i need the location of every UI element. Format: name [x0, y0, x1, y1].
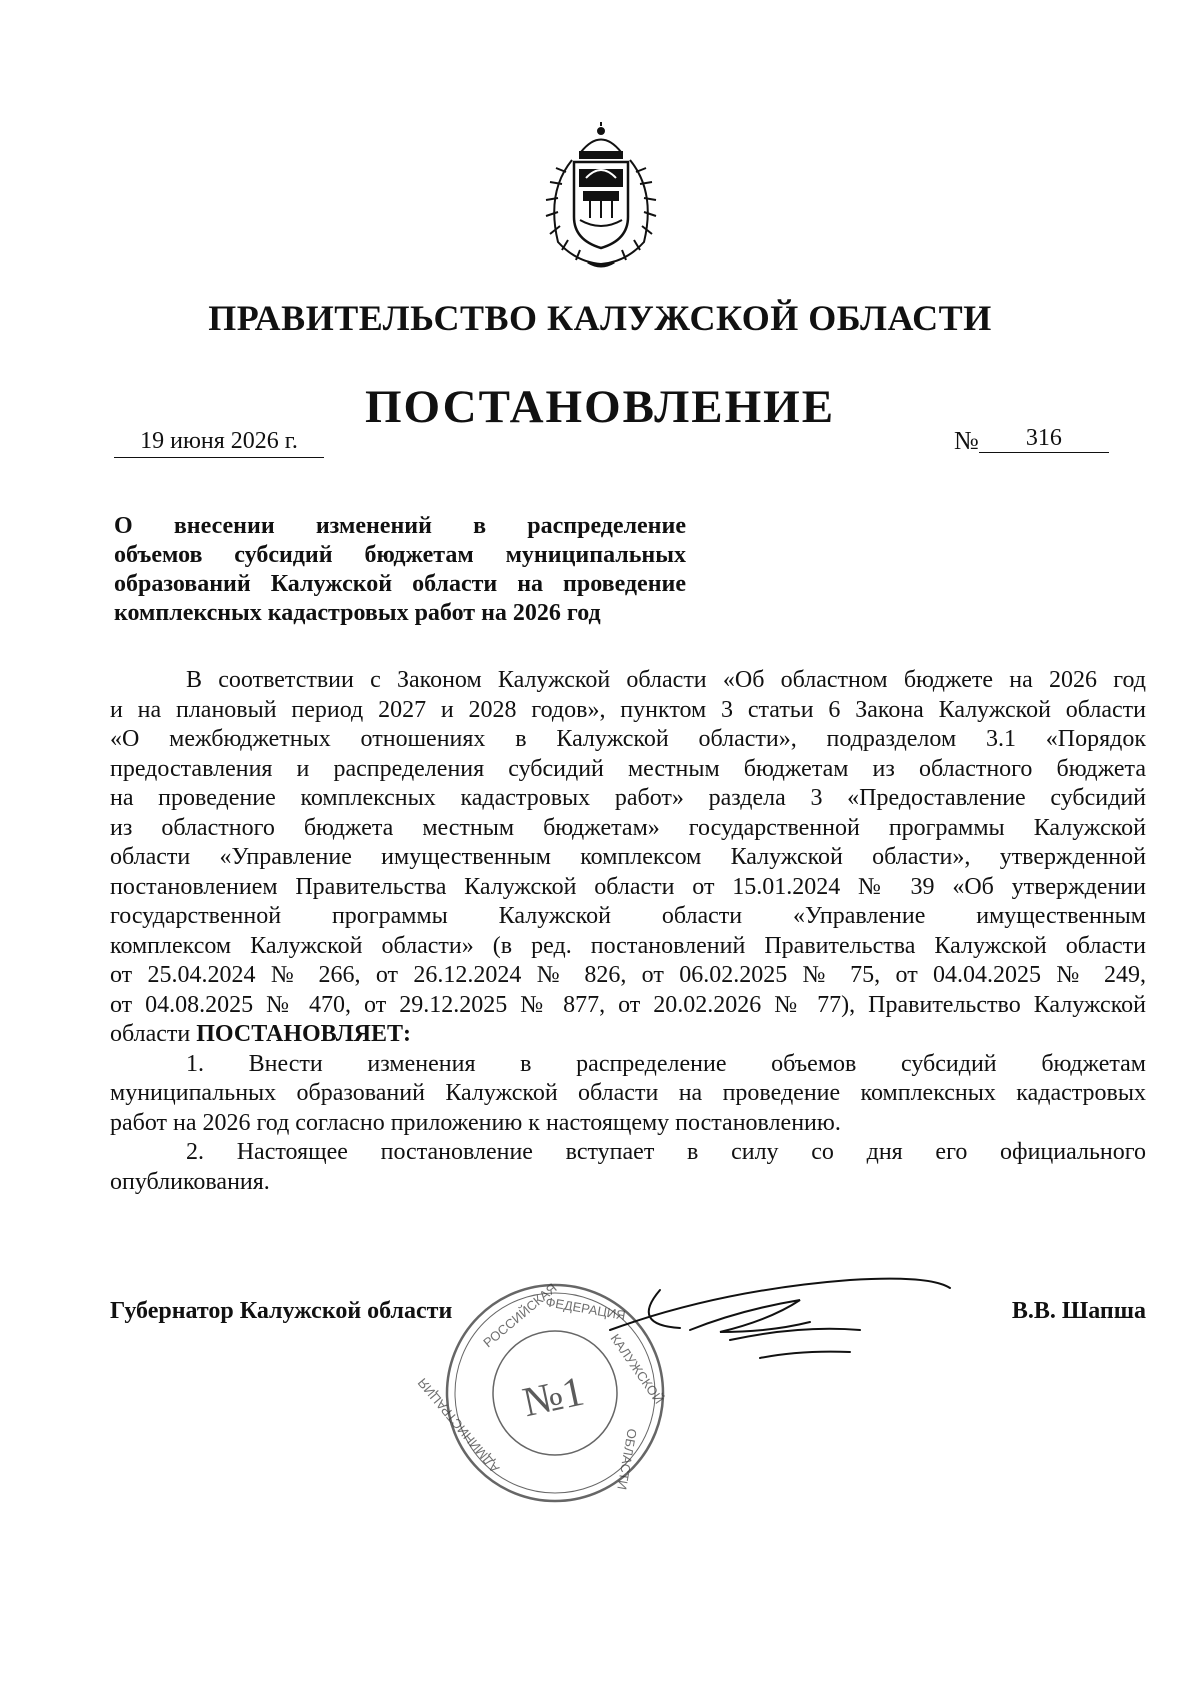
document-body	[110, 666, 1146, 1197]
item-2-line: опубликования.	[110, 1168, 270, 1195]
body-line: на проведение комплексных кадастровых работ» раздела 3 «Предоставление субсидий	[110, 785, 1146, 811]
number-value: 316	[979, 425, 1109, 453]
signature-row	[110, 1298, 1146, 1330]
document-date: 19 июня 2026 г.	[114, 428, 324, 458]
subject-line: комплексных кадастровых работ на 2026 год	[114, 600, 601, 626]
signer-name: В.В. Шапша	[1011, 1298, 1146, 1324]
svg-text:КАЛУЖСКОЙ: КАЛУЖСКОЙ	[607, 1331, 667, 1407]
body-line: предоставления и распределения субсидий местным бюджетам из областного бюджета	[110, 755, 1146, 782]
body-line: от 25.04.2024 № 266, от 26.12.2024 № 826, от 06.02.2025 № 75, от 04.04.2025 № 249,	[110, 962, 1146, 988]
svg-text:ОБЛАСТИ: ОБЛАСТИ	[614, 1427, 640, 1491]
item-2-line: 2. Настоящее постановление вступает в силу со дня его официального	[186, 1139, 1146, 1165]
subject-line: объемов субсидий бюджетам муниципальных	[114, 542, 686, 568]
svg-text:АДМИНИСТРАЦИЯ: АДМИНИСТРАЦИЯ	[414, 1375, 503, 1476]
body-line: государственной программы Калужской области «Управление имущественным	[110, 903, 1146, 929]
decree-word: ПОСТАНОВЛЯЕТ:	[196, 1021, 411, 1047]
body-line: и на плановый период 2027 и 2028 годов», пунктом 3 статьи 6 Закона Калужской области	[110, 696, 1146, 723]
body-line: области «Управление имущественным комплексом Калужской области», утвержденной	[110, 844, 1146, 870]
body-line: «О межбюджетных отношениях в Калужской области», подразделом 3.1 «Порядок	[110, 726, 1146, 752]
government-title: ПРАВИТЕЛЬСТВО КАЛУЖСКОЙ ОБЛАСТИ	[208, 298, 992, 338]
document-subject	[114, 512, 686, 628]
item-1-line: 1. Внести изменения в распределение объемов субсидий бюджетам	[186, 1050, 1146, 1077]
decree-line	[110, 1020, 1146, 1050]
body-line: В соответствии с Законом Калужской области «Об областном бюджете на 2026 год	[186, 667, 1146, 693]
document-number	[954, 426, 1109, 457]
kaluga-coat-of-arms-icon	[536, 122, 666, 272]
document-type: ПОСТАНОВЛЕНИЕ	[364, 381, 836, 433]
svg-text:РОССИЙСКАЯ: РОССИЙСКАЯ	[480, 1280, 560, 1351]
subject-line: образований Калужской области на проведение	[114, 571, 686, 597]
body-line: комплексом Калужской области» (в ред. постановлений Правительства Калужской области	[110, 932, 1146, 959]
number-sign: №	[954, 426, 979, 455]
body-line: от 04.08.2025 № 470, от 29.12.2025 № 877, от 20.02.2026 № 77), Правительство Калужской	[110, 991, 1146, 1018]
stamp-number: №1	[518, 1368, 589, 1427]
item-1-line: муниципальных образований Калужской области на проведение комплексных кадастровых	[110, 1080, 1146, 1106]
subject-line: О внесении изменений в распределение	[114, 513, 686, 539]
signer-position: Губернатор Калужской области	[110, 1298, 453, 1324]
svg-text:ФЕДЕРАЦИЯ: ФЕДЕРАЦИЯ	[544, 1294, 627, 1323]
item-1-line: работ на 2026 год согласно приложению к настоящему постановлению.	[110, 1109, 841, 1136]
body-line: постановлением Правительства Калужской области от 15.01.2024 № 39 «Об утверждении	[110, 873, 1146, 900]
body-line: из областного бюджета местным бюджетам» государственной программы Калужской	[110, 814, 1146, 841]
decree-prefix: области	[110, 1021, 197, 1047]
